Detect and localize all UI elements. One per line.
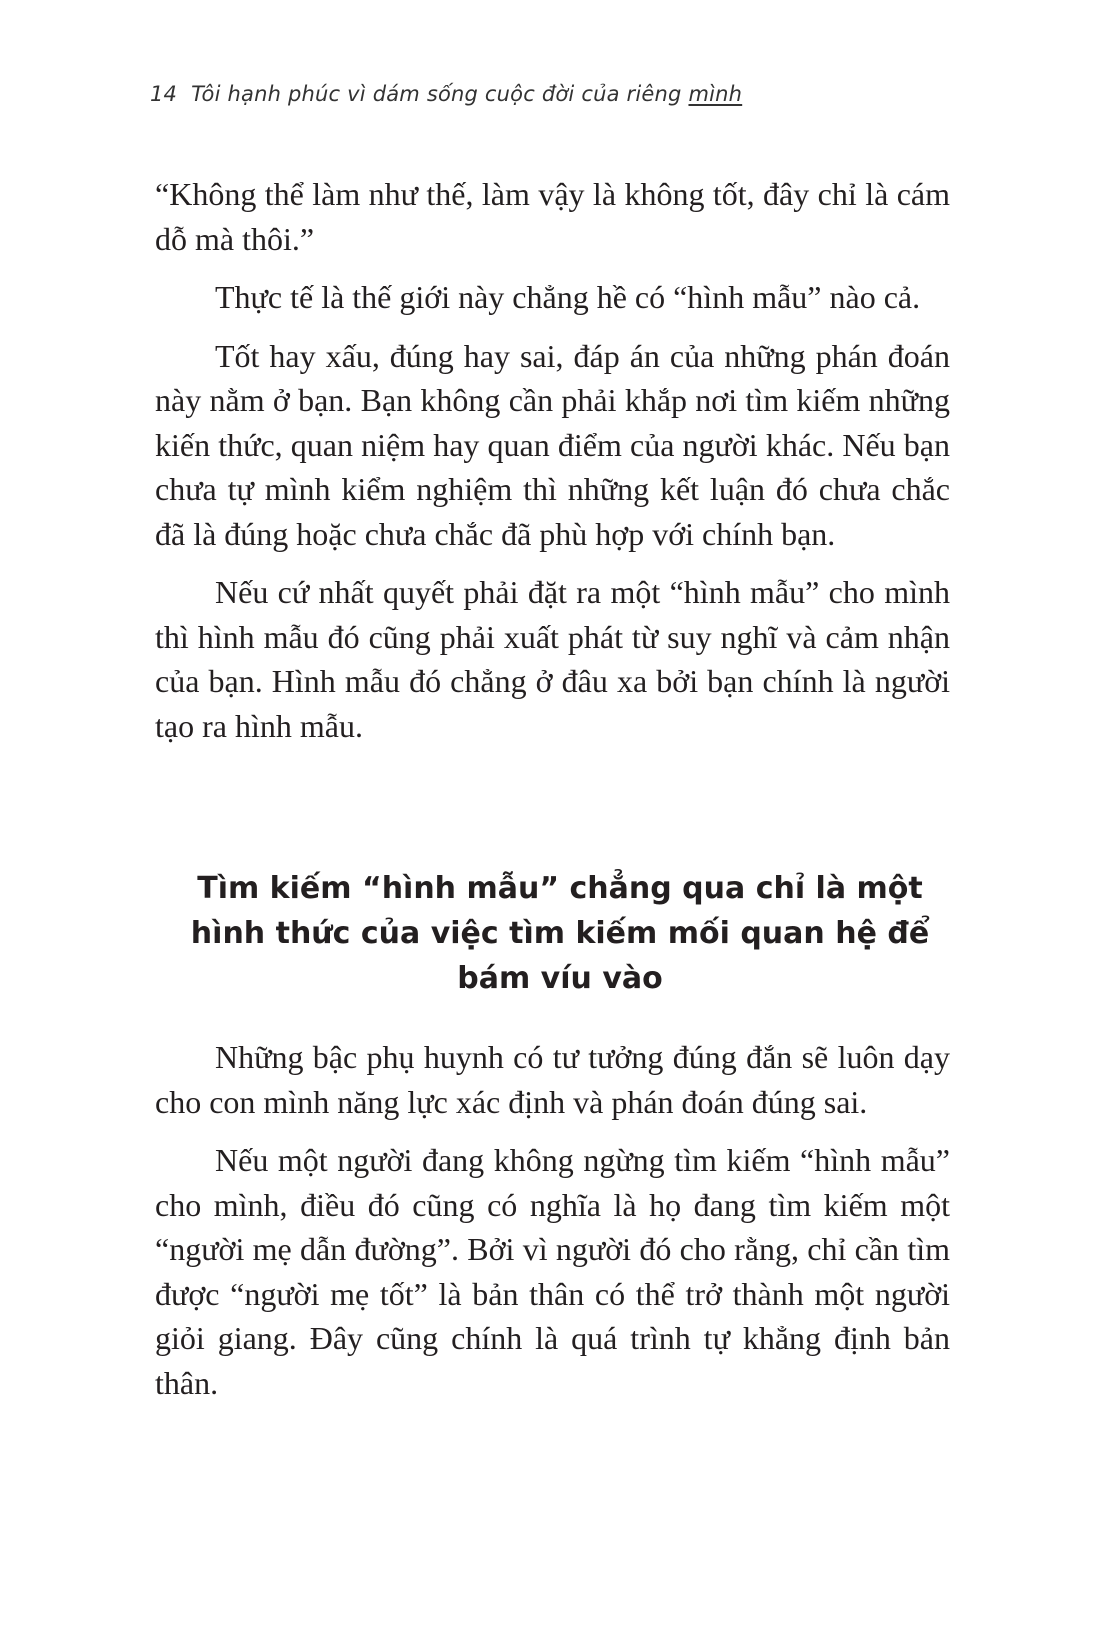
book-title: Tôi hạnh phúc vì dám sống cuộc đời của riêng <box>191 82 682 106</box>
section-heading-line: hình thức của việc tìm kiếm mối quan hệ để <box>190 916 930 951</box>
paragraph: Nếu cứ nhất quyết phải đặt ra một “hình mẫu” cho mình thì hình mẫu đó cũng phải xuất phát từ suy nghĩ và cảm nhận của bạn. Hình mẫu đó chẳng ở đâu xa bởi bạn chính là người tạo ra hình mẫu. <box>155 574 950 744</box>
paragraph: Những bậc phụ huynh có tư tưởng đúng đắn sẽ luôn dạy cho con mình năng lực xác định và phán đoán đúng sai. <box>155 1039 950 1120</box>
running-header <box>150 82 742 106</box>
section-heading-line: Tìm kiếm “hình mẫu” chẳng qua chỉ là một <box>197 871 923 906</box>
book-title-last-word: mình <box>688 82 743 106</box>
section-heading-line: bám víu vào <box>457 961 663 996</box>
body-text-section-2 <box>155 1035 950 1405</box>
body-text-section-1 <box>155 172 950 748</box>
paragraph-quote: “Không thể làm như thế, làm vậy là không tốt, đây chỉ là cám dỗ mà thôi.” <box>155 176 950 257</box>
paragraph: Nếu một người đang không ngừng tìm kiếm “hình mẫu” cho mình, điều đó cũng có nghĩa là họ đang tìm kiếm một “người mẹ dẫn đường”. Bởi vì người đó cho rằng, chỉ cần tìm được “người mẹ tốt” là bản thân có thể trở thành một người giỏi giang. Đây cũng chính là quá trình tự khẳng định bản thân. <box>155 1142 950 1401</box>
paragraph: Tốt hay xấu, đúng hay sai, đáp án của những phán đoán này nằm ở bạn. Bạn không cần phải khắp nơi tìm kiếm những kiến thức, quan niệm hay quan điểm của người khác. Nếu bạn chưa tự mình kiểm nghiệm thì những kết luận đó chưa chắc đã là đúng hoặc chưa chắc đã phù hợp với chính bạn. <box>155 337 950 552</box>
page-number: 14 <box>150 82 178 106</box>
paragraph: Thực tế là thế giới này chẳng hề có “hình mẫu” nào cả. <box>215 279 921 315</box>
section-heading <box>160 866 960 1001</box>
